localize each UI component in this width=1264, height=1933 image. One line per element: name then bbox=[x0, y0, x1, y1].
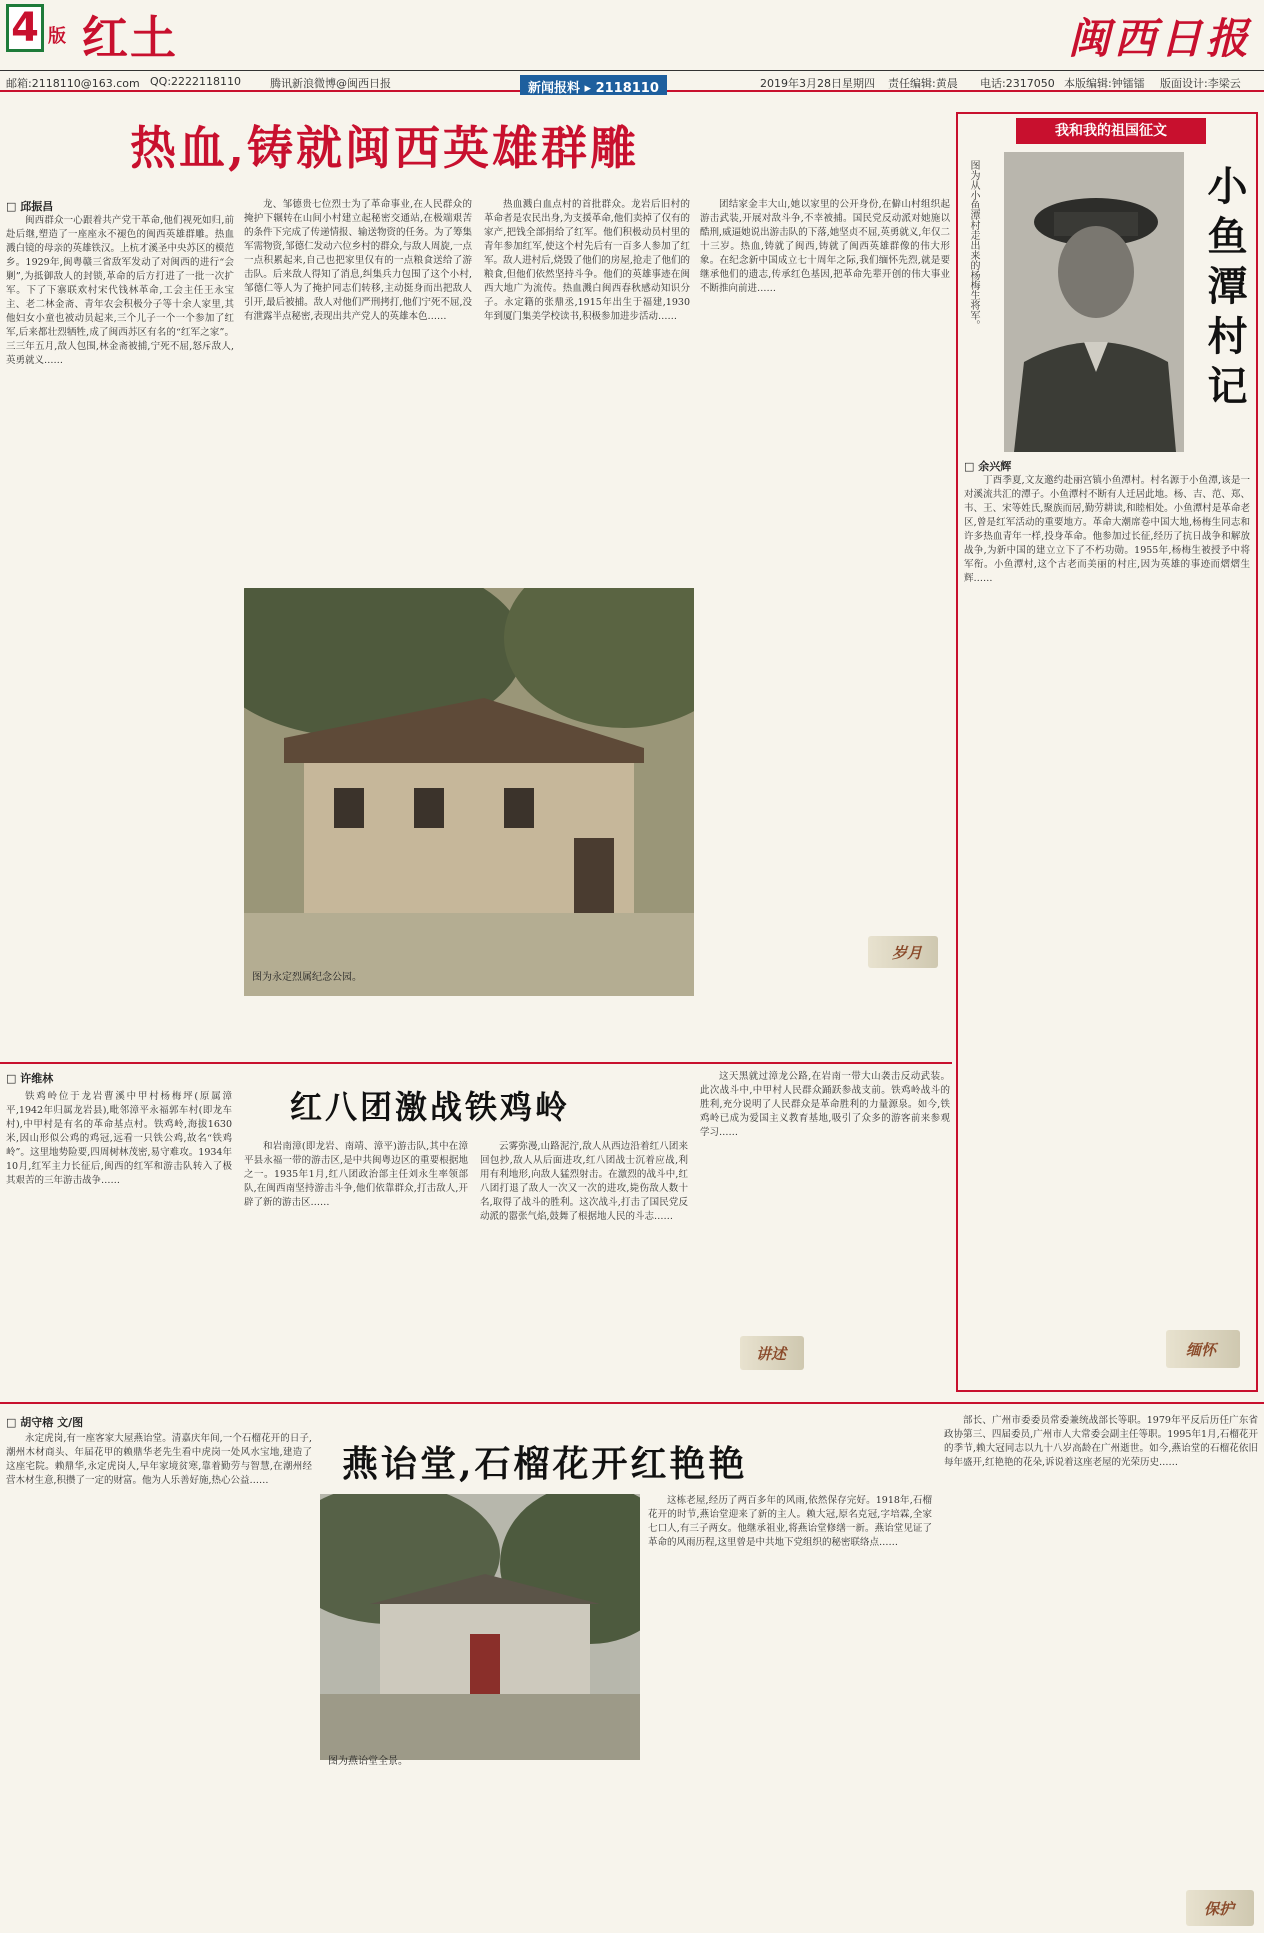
qq: QQ:2222118110 bbox=[150, 75, 242, 88]
article2-column-1: 铁鸡岭位于龙岩曹溪中甲村杨梅坪(原属漳平,1942年归属龙岩县),毗邻漳平永福郭车村(即龙车村),中甲村是有名的革命基点村。铁鸡岭,海拔1630米,因山形似公鸡的鸡冠,远看一只铁公鸡,故名“铁鸡岭”。这里地势险要,四周树林茂密,易守难攻。1934年10月,红军主力长征后,闽西的红军和游击队转入了极其艰苦的三年游击战争…… bbox=[6, 1091, 232, 1186]
date: 2019年3月28日 bbox=[760, 77, 842, 90]
general-portrait-caption: 图为从小鱼潭村走出来的杨梅生将军。 bbox=[968, 160, 979, 330]
hotline-badge: 新闻报料 ▸ 2118110 bbox=[520, 75, 667, 95]
article4-headline: 燕诒堂,石榴花开红艳艳 bbox=[342, 1443, 748, 1485]
article1-signature: 岁月 bbox=[892, 944, 923, 962]
article1-signature-box bbox=[868, 936, 938, 968]
article1-column-4: 团结家金丰大山,她以家里的公开身份,在僻山村组织起游击武装,开展对敌斗争,不幸被捕。国民党反动派对她施以酷刑,威逼她说出游击队的下落,她坚贞不屈,英勇就义,年仅二十三岁。热血,铸就了闽西,铸就了闽西英雄群像的伟大形象。在纪念新中国成立七十周年之际,我们缅怀先烈,就是要继承他们的遗志,传承红色基因,把革命先辈开创的伟大事业不断推向前进…… bbox=[700, 199, 950, 294]
article2-signature: 讲述 bbox=[756, 1345, 787, 1363]
article4-caption: 图为燕诒堂全景。 bbox=[328, 1756, 408, 1767]
article1-column-1: 闽西群众一心跟着共产党干革命,他们视死如归,前赴后继,塑造了一座座永不褪色的闽西英雄群雕。热血溅白镜的母亲的英雄铁汉。上杭才溪圣中央苏区的模范乡。1929年,闽粤赣三省敌军发动了对闽西的进行“会剿”,为抵御敌人的封锁,革命的后方打进了一批一次扩军。下了下寨联欢村宋代钱林革命,工会主任王永宝主、老二林金斋、青年农会积极分子等十余人家里,其他妇女小童也被动员起来,三个儿子一个一个参加了红军,后来都壮烈牺牲,成了闽西苏区有名的“红军之家”。三三年五月,敌人包围,林金斋被捕,宁死不屈,怒斥敌人,英勇就义…… bbox=[6, 215, 234, 366]
article4-column-2: 这栋老屋,经历了两百多年的风雨,依然保存完好。1918年,石榴花开的时节,燕诒堂迎来了新的主人。赖大冠,原名克冠,字培霖,全家七口人,有三子两女。他继承祖业,将燕诒堂修缮一新。燕诒堂见证了革命的风雨历程,这里曾是中共地下党组织的秘密联络点…… bbox=[648, 1495, 932, 1548]
general-portrait-photo bbox=[1004, 152, 1184, 452]
article3-signature-box bbox=[1166, 1330, 1240, 1368]
editor: 责任编辑:黄晨 bbox=[888, 77, 958, 90]
article2-column-4: 这天黑就过漳龙公路,在岩南一带大山袭击反动武装。此次战斗中,中甲村人民群众踊跃参战支前。铁鸡岭战斗的胜利,充分说明了人民群众是革命胜利的力量源泉。如今,铁鸡岭已成为爱国主义教育基地,吸引了众多的游客前来参观学习…… bbox=[700, 1071, 950, 1138]
article1-column-2: 龙、邹德贵七位烈士为了革命事业,在人民群众的掩护下辗转在山间小村建立起秘密交通站,在极端艰苦的条件下完成了传递情报、输送物资的任务。为了筹集军需物资,邹德仁发动六位乡村的群众,与敌人周旋,一点一点积累起来,自己也把家里仅有的一点粮食送给了游击队。后来敌人得知了消息,纠集兵力包围了这个小村,邹德仁等人为了掩护同志们转移,主动挺身而出把敌人引开,最后被捕。敌人对他们严刑拷打,他们宁死不屈,没有泄露半点秘密,表现出共产党人的英雄本色…… bbox=[244, 199, 472, 322]
page-suffix: 版 bbox=[48, 26, 66, 47]
proofreader: 版面设计:李梁云 bbox=[1160, 77, 1241, 90]
article3-signature: 缅怀 bbox=[1186, 1341, 1217, 1359]
info-bar bbox=[0, 70, 1264, 96]
article4-author: □ 胡守榕 文/图 bbox=[6, 1414, 83, 1430]
page-number: 4 bbox=[6, 4, 44, 52]
article3-author: □ 余兴辉 bbox=[964, 458, 1011, 474]
divider-2 bbox=[0, 1402, 1264, 1404]
design-editor: 本版编辑:钟镭镭 bbox=[1064, 77, 1145, 90]
essay-column-title: 我和我的祖国征文 bbox=[1016, 118, 1206, 144]
divider-1 bbox=[0, 1062, 952, 1064]
weibo: 腾讯新浪微博@闽西日报 bbox=[270, 77, 391, 90]
article2-headline: 红八团激战铁鸡岭 bbox=[290, 1088, 571, 1126]
article4-photo bbox=[320, 1494, 640, 1760]
newspaper-logo: 闽西日报 bbox=[1067, 14, 1252, 63]
article2-column-2: 和岩南漳(即龙岩、南靖、漳平)游击队,其中在漳平县永福一带的游击区,是中共闽粤边区的重要根据地之一。1935年1月,红八团政治部主任刘永生率领部队,在闽西南坚持游击斗争,他们依靠群众,打击敌人,开辟了新的游击区…… bbox=[244, 1141, 468, 1208]
section-title: 红土 bbox=[82, 11, 178, 65]
article4-column-1: 永定虎岗,有一座客家大屋燕诒堂。清嘉庆年间,一个石榴花开的日子,潮州木材商头、年届花甲的赖鼎华老先生看中虎岗一处风水宝地,建造了这座宅院。赖鼎华,永定虎岗人,早年家境贫寒,靠着勤劳与智慧,在潮州经营木材生意,积攒了一定的财富。他为人乐善好施,热心公益…… bbox=[6, 1433, 312, 1486]
article1-caption: 图为永定烈属纪念公园。 bbox=[252, 972, 362, 983]
article4-column-3: 部长、广州市委委员常委兼统战部长等职。1979年平反后历任广东省政协第三、四届委员,广州市人大常委会副主任等职。1995年1月,石榴花开的季节,赖大冠同志以九十八岁高龄在广州逝世。如今,燕诒堂的石榴花依旧每年盛开,红艳艳的花朵,诉说着这座老屋的光荣历史…… bbox=[944, 1415, 1258, 1468]
article2-column-3: 云雾弥漫,山路泥泞,敌人从西边沿着红八团来回包抄,敌人从后面进攻,红八团战士沉着应战,利用有利地形,向敌人猛烈射击。在激烈的战斗中,红八团打退了敌人一次又一次的进攻,毙伤敌人数十名,取得了战斗的胜利。这次战斗,打击了国民党反动派的嚣张气焰,鼓舞了根据地人民的斗志…… bbox=[480, 1141, 688, 1222]
article2-author: □ 许维林 bbox=[6, 1070, 53, 1086]
article1-headline: 热血,铸就闽西英雄群雕 bbox=[130, 121, 640, 175]
article1-photo bbox=[244, 588, 694, 996]
weekday: 星期四 bbox=[842, 77, 875, 90]
article3-body: 丁酉季夏,文友邀约赴丽宫镇小鱼潭村。村名源于小鱼潭,该是一对溪流共汇的潭子。小鱼潭村不断有人迁居此地。杨、吉、范、郑、韦、王、宋等姓氏,聚族而居,勤劳耕读,和睦相处。小鱼潭村是革命老区,曾是红军活动的重要地方。革命大潮席卷中国大地,杨梅生同志和许多热血青年一样,投身革命。他参加过长征,经历了抗日战争和解放战争,为新中国的建立立下了不朽功勋。1955年,杨梅生被授予中将军衔。小鱼潭村,这个古老而美丽的村庄,因为英雄的事迹而熠熠生辉…… bbox=[964, 475, 1250, 584]
article4-column-1b bbox=[320, 1774, 640, 1928]
article2-signature-box bbox=[740, 1336, 804, 1370]
article3-headline: 小鱼潭村记 bbox=[1201, 165, 1248, 415]
article4-signature: 保护 bbox=[1204, 1900, 1235, 1918]
masthead bbox=[0, 0, 1264, 65]
email: 邮箱:2118110@163.com bbox=[6, 77, 140, 90]
article1-column-3: 热血溅白血点村的首批群众。龙岩后旧村的革命者是农民出身,为支援革命,他们卖掉了仅有的家产,把钱全部捐给了红军。他们积极动员村里的青年参加红军,使这个村先后有一百多人参加了红军。敌人进村后,烧毁了他们的房屋,抢走了他们的粮食,但他们依然坚持斗争。他们的英雄事迹在闽西大地广为流传。热血溅白闽西春秋感动知识分子。永定籍的张鼎丞,1915年出生于福建,1930年到厦门集美学校读书,积极参加进步活动…… bbox=[484, 199, 690, 322]
phone: 电话:2317050 bbox=[980, 77, 1055, 90]
article4-signature-box bbox=[1186, 1890, 1254, 1926]
article1-author: □ 邱振昌 bbox=[6, 198, 53, 214]
